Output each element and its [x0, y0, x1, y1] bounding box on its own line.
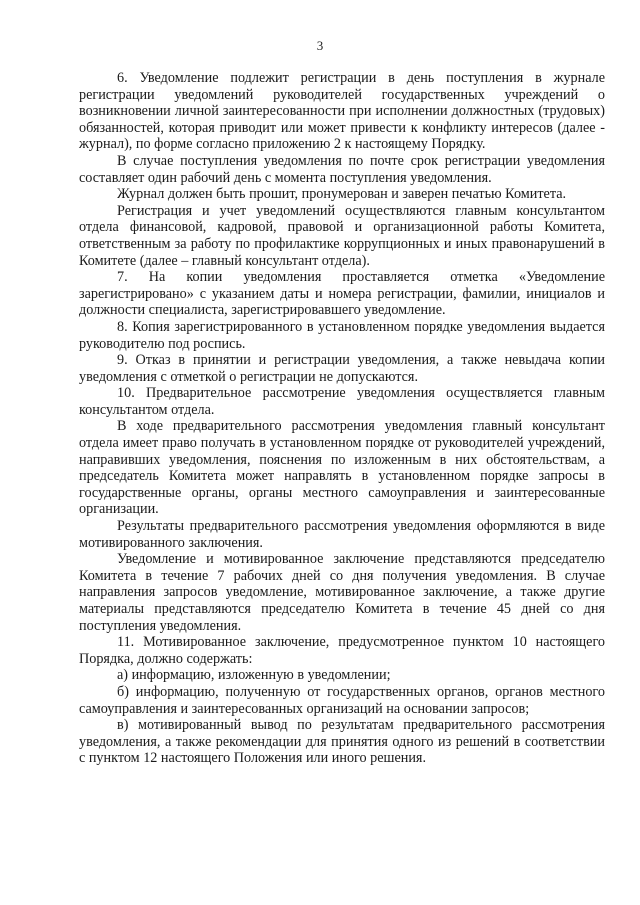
list-item-c: в) мотивированный вывод по результатам предварительного рассмотрения уведомления, а также рекомендации для принятия одного из решений в соответствии с пунктом 12 настоящего Положения или иного решения. — [79, 717, 605, 767]
paragraph-journal-seal: Журнал должен быть прошит, пронумерован и заверен печатью Комитета. — [117, 186, 567, 203]
document-body — [79, 70, 605, 767]
list-item-b: б) информацию, полученную от государственных органов, органов местного самоуправления и заинтересованных организаций на основании запросов; — [79, 683, 605, 717]
paragraph-submission-terms: Уведомление и мотивированное заключение представляются председателю Комитета в течение 7 рабочих дней со дня получения уведомления. В случае направления запросов уведомление, мотивированное заключение, а также другие материалы представляются председателю Комитета в течение 45 дней со дня поступления уведомления. — [79, 551, 605, 634]
paragraph-7: 7. На копии уведомления проставляется отметка «Уведомление зарегистрировано» с указанием даты и номера регистрации, фамилии, инициалов и должности специалиста, зарегистрировавшего уведомление. — [79, 269, 605, 319]
paragraph-10: 10. Предварительное рассмотрение уведомления осуществляется главным консультантом отдела. — [79, 385, 605, 418]
list-item-a: а) информацию, изложенную в уведомлении; — [117, 667, 391, 684]
paragraph-9: 9. Отказ в принятии и регистрации уведомления, а также невыдача копии уведомления с отметкой о регистрации не допускаются. — [79, 352, 605, 385]
paragraph-8: 8. Копия зарегистрированного в установленном порядке уведомления выдается руководителю под роспись. — [79, 318, 605, 352]
page-number: 3 — [316, 38, 324, 53]
paragraph-registration-accounting: Регистрация и учет уведомлений осуществляются главным консультантом отдела финансовой, кадровой, правовой и организационной работы Комитета, ответственным за работу по профилактике коррупционных и иных правонарушений в Комитете (далее – главный консультант отдела). — [79, 202, 605, 269]
paragraph-review-results: Результаты предварительного рассмотрения уведомления оформляются в виде мотивированного заключения. — [79, 518, 605, 551]
paragraph-preliminary-review: В ходе предварительного рассмотрения уведомления главный консультант отдела имеет право получать в установленном порядке от руководителей учреждений, направивших уведомления, пояснения по изложенным в них обстоятельствам, а председатель Комитета может направлять в установленном порядке запросы в государственные органы, органы местного самоуправления и заинтересованные организации. — [79, 418, 605, 518]
paragraph-6: 6. Уведомление подлежит регистрации в день поступления в журнале регистрации уведомлений руководителей государственных учреждений о возникновении личной заинтересованности при исполнении должностных (трудовых) обязанностей, которая приводит или может привести к конфликту интересов (далее - журнал), по форме согласно приложению 2 к настоящему Порядку. — [79, 70, 605, 153]
paragraph-11: 11. Мотивированное заключение, предусмотренное пунктом 10 настоящего Порядка, должно содержать: — [79, 634, 605, 667]
paragraph-mail-registration: В случае поступления уведомления по почте срок регистрации уведомления составляет один рабочий день с момента поступления уведомления. — [79, 152, 605, 186]
